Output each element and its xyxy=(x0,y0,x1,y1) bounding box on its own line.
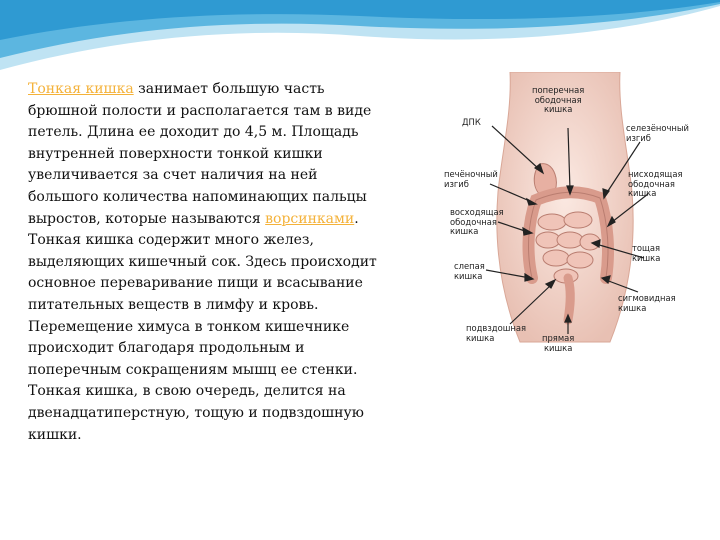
header-wave-decoration xyxy=(0,0,720,80)
villi-link[interactable]: ворсинками xyxy=(265,210,355,227)
label-jejunum: тощая кишка xyxy=(632,243,661,263)
small-intestine-link[interactable]: Тонкая кишка xyxy=(28,81,134,97)
paragraph-part-1: занимает большую часть брюшной полости и располагается там в виде петель. Длина ее доходит до 4,5 м. Площадь внутренней поверхности тонкой кишки увеличивается за счет наличия на ней большого количества напоминающих пальцы выростов, которые называются xyxy=(28,81,372,227)
label-descending-colon: нисходящая ободочная кишка xyxy=(628,169,683,199)
label-ileum: подвздошная кишка xyxy=(466,323,527,343)
paragraph-2: Тонкая кишка, в свою очередь, делится на двенадцатиперстную, тощую и подвздошную кишки. xyxy=(28,383,364,443)
label-splenic-flexure: селезёночный изгиб xyxy=(626,123,689,143)
label-ascending-colon: восходящая ободочная кишка xyxy=(450,207,504,237)
label-duodenum: ДПК xyxy=(462,117,481,127)
intestine-diagram xyxy=(440,72,690,362)
label-transverse-colon: поперечная ободочная кишка xyxy=(532,85,585,115)
label-sigmoid-colon: сигмовидная кишка xyxy=(618,293,676,313)
label-cecum: слепая кишка xyxy=(454,261,485,281)
label-hepatic-flexure: печёночный изгиб xyxy=(444,169,498,189)
body-text xyxy=(28,79,380,446)
label-rectum: прямая кишка xyxy=(542,333,575,353)
paragraph-part-2: . Тонкая кишка содержит много желез, выделяющих кишечный сок. Здесь происходит основное переваривание пищи и всасывание питательных веществ в лимфу и кровь. Перемещение химуса в тонком кишечнике происходит благодаря продольным и поперечным сокращениям мышц ее стенки. xyxy=(28,210,377,378)
